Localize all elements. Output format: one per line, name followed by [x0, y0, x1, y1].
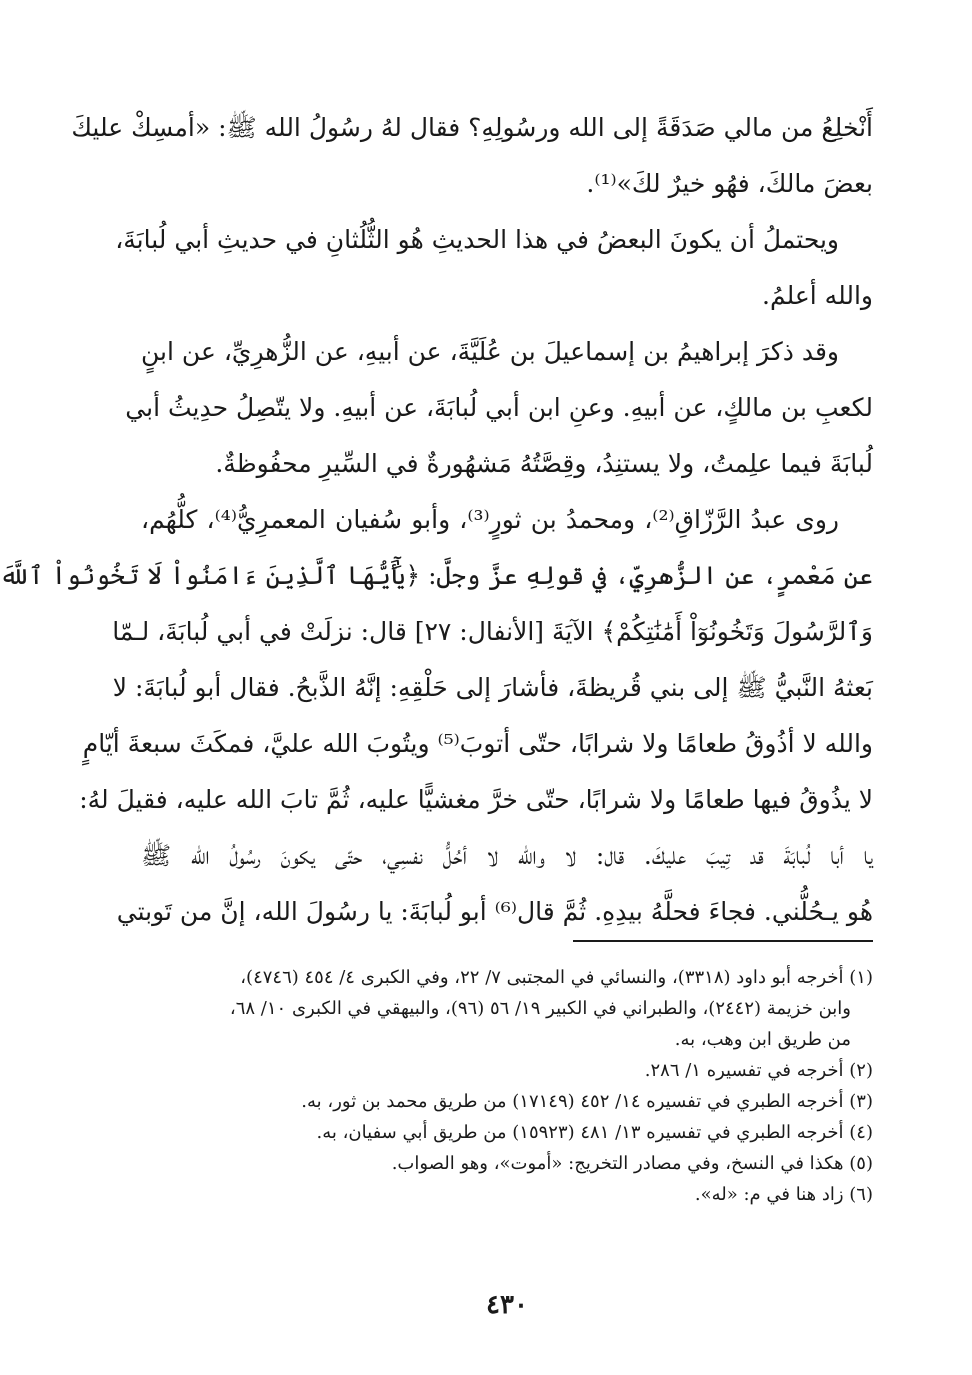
footnote-5: [141, 1148, 873, 1179]
text-line: لكعبِ بن مالكٍ، عن أبيهِ. وعنِ ابن أبي لُبابَةَ، عن أبيهِ. ولا يتّصِلُ حدِيثُ أبي: [125, 393, 873, 422]
footnote-4: [141, 1117, 873, 1148]
text-line: لا يذُوقُ فيها طعامًا ولا شرابًا، حتّى خرَّ مغشيًّا عليه، ثُمَّ تابَ الله عليه، فقيلَ لهُ:: [79, 785, 873, 814]
text-line: بعضَ مالكَ، فهُو خيرٌ لكَ»⁽¹⁾.: [586, 169, 873, 198]
text-line: هُو يـحُلُّني. فجاءَ فحلَّهُ بيدِهِ. ثُمَّ قال⁽⁶⁾ أبو لُبابَةَ: يا رسُولَ الله، إنَّ من تَوبتي: [116, 897, 873, 926]
text-line: أَنْخلِعُ من مالي صَدَقَةً إلى الله ورسُولِهِ؟ فقال لهُ رسُولُ الله ﷺ: «أمسِكْ عليكَ: [71, 113, 873, 142]
footnote-line: (١) أخرجه أبو داود (٣٣١٨)، والنسائي في المجتبى ٧/ ٢٢، وفي الكبرى ٤/ ٤٥٤ (٤٧٤٦)،: [240, 967, 873, 988]
footnote-6: [141, 1179, 873, 1210]
paragraph-1: [71, 100, 873, 212]
footnote-line: وابن خزيمة (٢٤٤٢)، والطبراني في الكبير ١٩/ ٥٦ (٩٦)، والبيهقي في الكبرى ١٠/ ٦٨،: [229, 998, 851, 1019]
page-number: ٤٣٠: [486, 1290, 528, 1320]
text-line: يا أبا لُبابَةَ قد تِيبَ عليكَ. قال: لا والله لا أحُلُّ نفسِي، حتّى يكونَ رسُولُ الله ﷺ: [141, 841, 873, 870]
text-line: ويحتملُ أن يكونَ البعضُ في هذا الحديثِ هُو الثُّلُثانِ في حديثِ أبي لُبابَةَ،: [115, 225, 839, 254]
main-text: [0, 100, 873, 940]
paragraph-4: [0, 492, 873, 940]
footnote-3: [141, 1086, 873, 1117]
footnote-line: (٣) أخرجه الطبري في تفسيره ١٤/ ٤٥٢ (١٧١٤٩) من طريق محمد بن ثور، به.: [301, 1091, 873, 1112]
text-line: روى عبدُ الرَّزّاقِ⁽²⁾، ومحمدُ بن ثورٍ⁽³⁾، وأبو سُفيان المعمرِيُّ⁽⁴⁾، كلُّهُم،: [141, 505, 839, 534]
footnotes: [141, 962, 873, 1210]
footnote-line: (٥) هكذا في النسخ، وفي مصادر التخريج: «أموت»، وهو الصواب.: [391, 1153, 873, 1174]
footnote-line: من طريق ابن وهب، به.: [674, 1029, 851, 1050]
text-line: عن مَعْمرٍ، عن الزُّهرِيِّ، في قولِهِ عزَّ وجلَّ: ﴿يَٰٓأَيُّهَا ٱلَّذِينَ ءَامَنُواْ لَا تَخُونُواْ ٱللَّهَ: [0, 561, 873, 590]
text-line: والله لا أذُوقُ طعامًا ولا شرابًا، حتّى أتوبَ⁽⁵⁾ ويتُوبَ الله عليَّ، فمكَثَ سبعةَ أيّامٍ: [82, 729, 873, 758]
text-line: بَعثهُ النَّبيُّ ﷺ إلى بني قُريظةَ، فأشارَ إلى حَلْقِهِ: إنَّهُ الذَّبحُ. فقال أبو لُبابَةَ: لا: [112, 673, 873, 702]
paragraph-2: [115, 212, 873, 324]
text-line: والله أعلمُ.: [762, 281, 873, 310]
text-line: وقد ذكرَ إبراهيمُ بن إسماعيلَ بن عُلَيَّةَ، عن أبيهِ، عن الزُّهرِيِّ، عن ابنٍ: [141, 337, 839, 366]
paragraph-3: [125, 324, 873, 492]
text-line: لُبابَةَ فيما علِمتُ، ولا يستنِدُ، وقِصَّتُهُ مَشهُورةٌ في السِّيرِ محفُوظةٌ.: [215, 449, 873, 478]
footnote-line: (٢) أخرجه في تفسيره ١/ ٢٨٦.: [644, 1060, 873, 1081]
footnote-line: (٦) زاد هنا في م: «له».: [694, 1184, 873, 1205]
footnote-line: (٤) أخرجه الطبري في تفسيره ١٣/ ٤٨١ (١٥٩٢٣) من طريق أبي سفيان، به.: [316, 1122, 873, 1143]
text-line: وَٱلرَّسُولَ وَتَخُونُوٓاْ أَمَٰنَٰتِكُمْ﴾ الآيَةَ [الأنفال: ٢٧] قال: نزلَتْ في أبي لُبابَةَ، لـمّا: [112, 617, 873, 646]
footnote-2: [141, 1055, 873, 1086]
footnote-1: [141, 962, 873, 1055]
footnote-divider: [573, 940, 873, 942]
